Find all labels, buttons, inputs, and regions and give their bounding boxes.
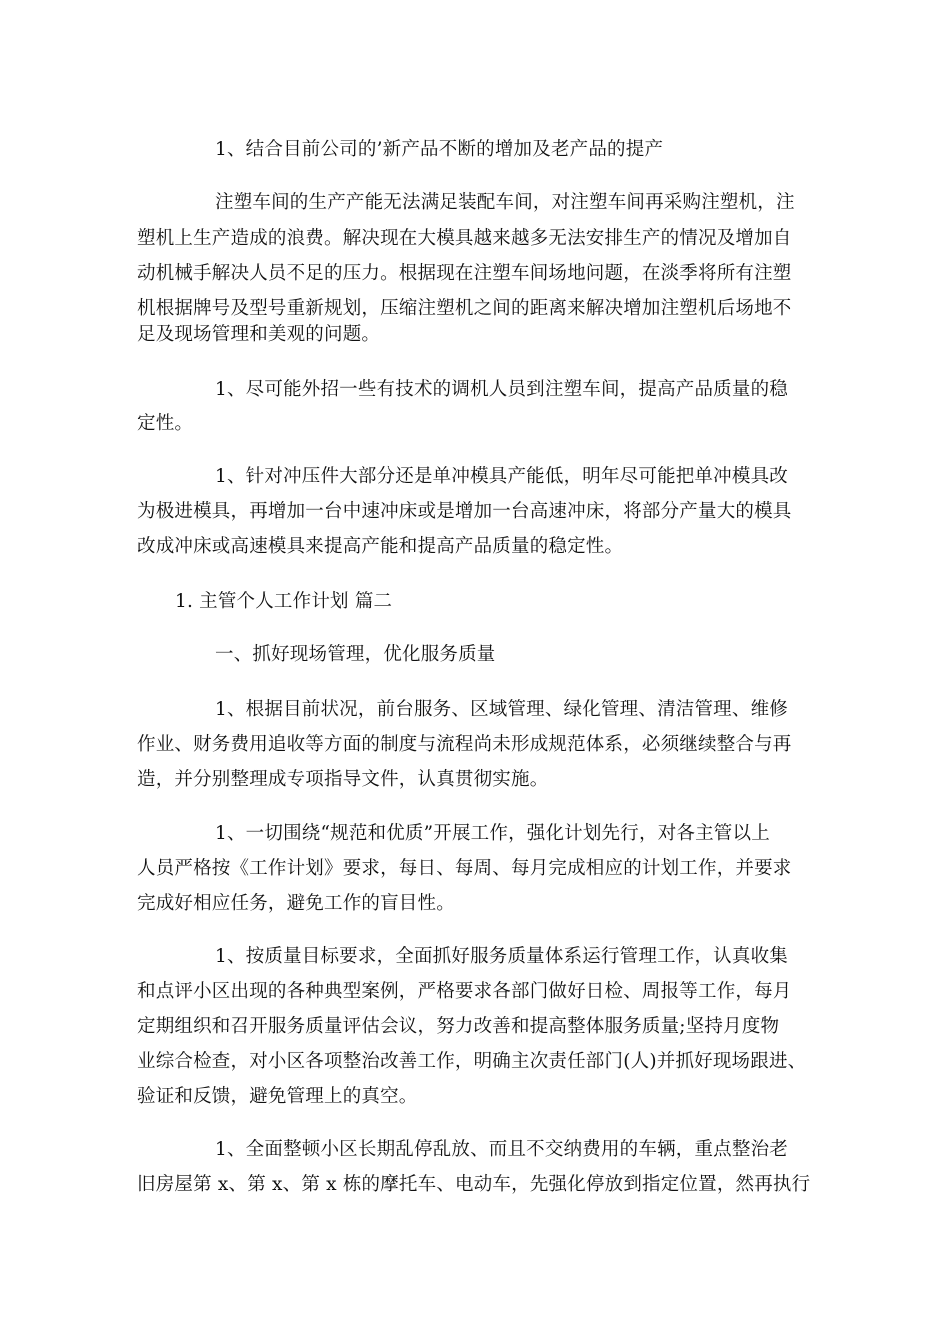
paragraph-6-line-1: 1、一切围绕“规范和优质”开展工作，强化计划先行，对各主管以上 bbox=[215, 823, 770, 844]
paragraph-2-line-2: 塑机上生产造成的浪费。解决现在大模具越来越多无法安排生产的情况及增加自 bbox=[137, 228, 792, 249]
paragraph-3-line-1: 1、尽可能外招一些有技术的调机人员到注塑车间，提高产品质量的稳 bbox=[215, 379, 788, 400]
subsection-heading-1: 一、抓好现场管理，优化服务质量 bbox=[215, 644, 496, 665]
paragraph-2-line-5: 足及现场管理和美观的问题。 bbox=[137, 324, 381, 345]
paragraph-8-line-2: 旧房屋第 x、第 x、第 x 栋的摩托车、电动车，先强化停放到指定位置，然再执行 bbox=[137, 1174, 811, 1195]
paragraph-7-line-1: 1、按质量目标要求，全面抓好服务质量体系运行管理工作，认真收集 bbox=[215, 946, 788, 967]
paragraph-6-line-2: 人员严格按《工作计划》要求，每日、每周、每月完成相应的计划工作，并要求 bbox=[137, 858, 792, 879]
paragraph-4-line-1: 1、针对冲压件大部分还是单冲模具产能低，明年尽可能把单冲模具改 bbox=[215, 466, 788, 487]
paragraph-2-line-3: 动机械手解决人员不足的压力。根据现在注塑车间场地问题，在淡季将所有注塑 bbox=[137, 263, 792, 284]
paragraph-4-line-2: 为极进模具，再增加一台中速冲床或是增加一台高速冲床，将部分产量大的模具 bbox=[137, 501, 792, 522]
paragraph-6-line-3: 完成好相应任务，避免工作的盲目性。 bbox=[137, 893, 455, 914]
paragraph-2-line-4: 机根据牌号及型号重新规划，压缩注塑机之间的距离来解决增加注塑机后场地不 bbox=[137, 298, 792, 319]
paragraph-5-line-3: 造，并分别整理成专项指导文件，认真贯彻实施。 bbox=[137, 769, 549, 790]
paragraph-5-line-2: 作业、财务费用追收等方面的制度与流程尚未形成规范体系，必须继续整合与再 bbox=[137, 734, 792, 755]
paragraph-7-line-4: 业综合检查，对小区各项整治改善工作，明确主次责任部门(人)并抓好现场跟进、 bbox=[137, 1051, 807, 1072]
paragraph-2-line-1: 注塑车间的生产产能无法满足装配车间，对注塑车间再采购注塑机，注 bbox=[215, 192, 795, 213]
paragraph-3-line-2: 定性。 bbox=[137, 413, 194, 434]
section-heading-part-two: 1. 主管个人工作计划 篇二 bbox=[175, 591, 393, 612]
paragraph-1-line-1: 1、结合目前公司的’新产品不断的增加及老产品的提产 bbox=[215, 139, 664, 160]
paragraph-7-line-2: 和点评小区出现的各种典型案例，严格要求各部门做好日检、周报等工作，每月 bbox=[137, 981, 792, 1002]
paragraph-4-line-3: 改成冲床或高速模具来提高产能和提高产品质量的稳定性。 bbox=[137, 536, 624, 557]
paragraph-8-line-1: 1、全面整顿小区长期乱停乱放、而且不交纳费用的车辆，重点整治老 bbox=[215, 1139, 788, 1160]
paragraph-7-line-5: 验证和反馈，避免管理上的真空。 bbox=[137, 1086, 418, 1107]
paragraph-5-line-1: 1、根据目前状况，前台服务、区域管理、绿化管理、清洁管理、维修 bbox=[215, 699, 788, 720]
paragraph-7-line-3: 定期组织和召开服务质量评估会议，努力改善和提高整体服务质量;坚持月度物 bbox=[137, 1016, 780, 1037]
